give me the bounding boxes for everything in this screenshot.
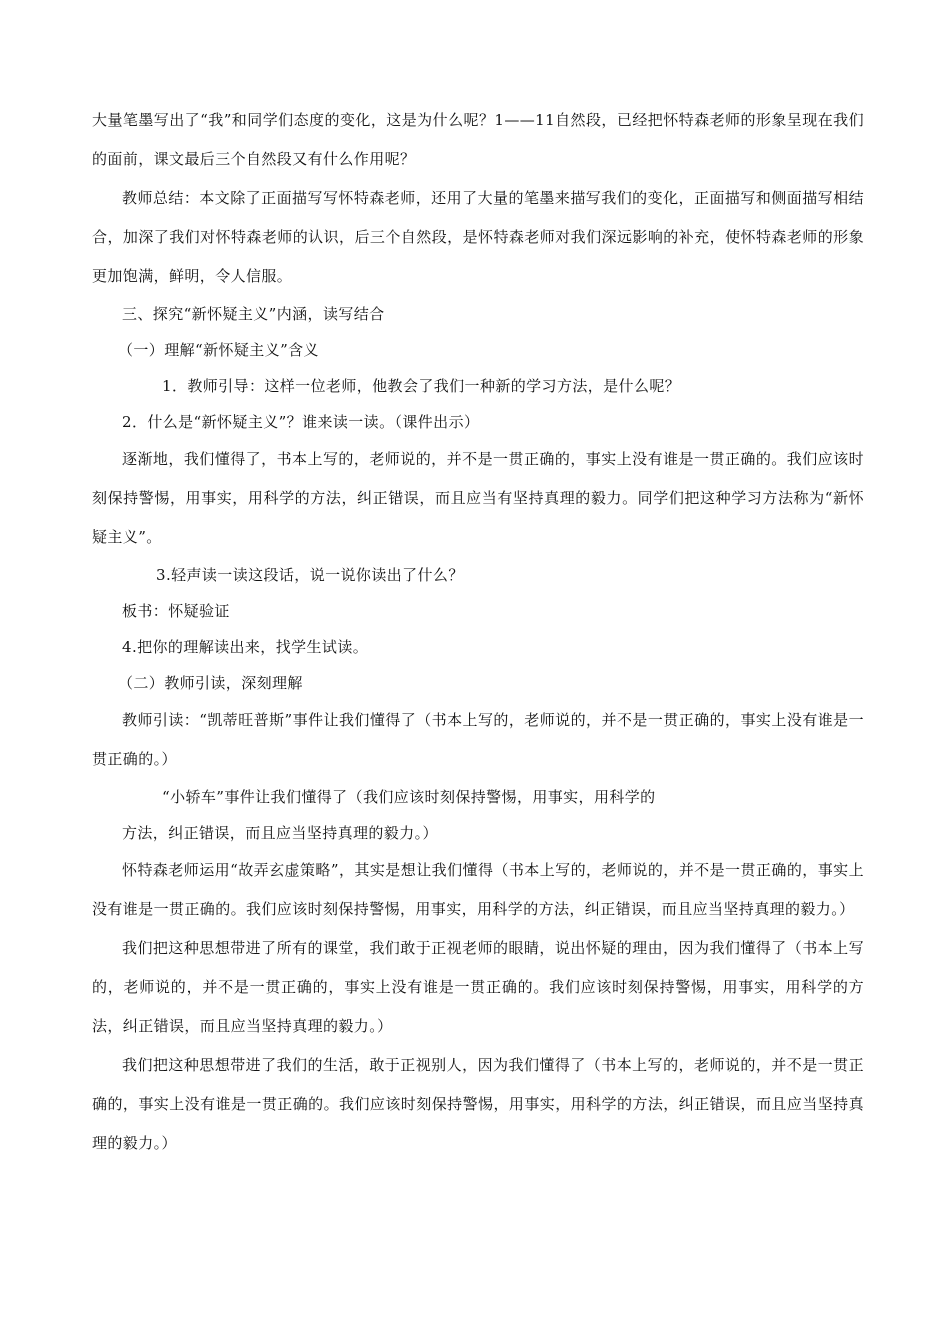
paragraph-car-event-continued: 方法，纠正错误，而且应当坚持真理的毅力。）	[122, 824, 438, 842]
section-heading-3: 三、探究“新怀疑主义”内涵，读写结合	[122, 305, 385, 323]
paragraph-car-event: “小轿车”事件让我们懂得了（我们应该时刻保持警惕，用事实，用科学的	[162, 788, 656, 806]
paragraph-guided-reading: 教师引读：“凯蒂旺普斯”事件让我们懂得了（书本上写的，老师说的，并不是一贯正确的，事实上没有谁是一贯正确的。）	[92, 711, 864, 768]
paragraph-life: 我们把这种思想带进了我们的生活，敢于正视别人，因为我们懂得了（书本上写的，老师说的，并不是一贯正确的，事实上没有谁是一贯正确的。我们应该时刻保持警惕，用事实，用科学的方法，纠正错误，而且应当坚持真理的毅力。）	[92, 1056, 864, 1152]
paragraph-new-skepticism: 逐渐地，我们懂得了，书本上写的，老师说的，并不是一贯正确的，事实上没有谁是一贯正确的。我们应该时刻保持警惕，用事实，用科学的方法，纠正错误，而且应当有坚持真理的毅力。同学们把这种学习方法称为“新怀疑主义”。	[92, 450, 864, 546]
board-writing: 板书：怀疑验证	[122, 602, 230, 620]
paragraph-classroom: 我们把这种思想带进了所有的课堂，我们敢于正视老师的眼睛，说出怀疑的理由，因为我们懂得了（书本上写的，老师说的，并不是一贯正确的，事实上没有谁是一贯正确的。我们应该时刻保持警惕，用事实，用科学的方法，纠正错误，而且应当坚持真理的毅力。）	[92, 939, 864, 1035]
list-item-2: 2．什么是“新怀疑主义”？谁来读一读。（课件出示）	[122, 413, 480, 431]
paragraph-mystery-strategy: 怀特森老师运用“故弄玄虚策略”，其实是想让我们懂得（书本上写的，老师说的，并不是一贯正确的，事实上没有谁是一贯正确的。我们应该时刻保持警惕，用事实，用科学的方法，纠正错误，而且应当坚持真理的毅力。）	[92, 861, 864, 918]
list-item-1: 1．教师引导：这样一位老师，他教会了我们一种新的学习方法，是什么呢？	[162, 377, 681, 395]
paragraph-continuation: 大量笔墨写出了“我”和同学们态度的变化，这是为什么呢？1——11自然段，已经把怀特森老师的形象呈现在我们的面前，课文最后三个自然段又有什么作用呢？	[92, 111, 864, 168]
list-item-4: 4.把你的理解读出来，找学生试读。	[122, 638, 369, 656]
subsection-heading-1: （一）理解“新怀疑主义”含义	[118, 341, 319, 359]
subsection-heading-2: （二）教师引读，深刻理解	[118, 674, 303, 692]
paragraph-teacher-summary: 教师总结：本文除了正面描写写怀特森老师，还用了大量的笔墨来描写我们的变化，正面描写和侧面描写相结合，加深了我们对怀特森老师的认识，后三个自然段，是怀特森老师对我们深远影响的补充，使怀特森老师的形象更加饱满，鲜明，令人信服。	[92, 189, 864, 285]
list-item-3: 3.轻声读一读这段话，说一说你读出了什么？	[156, 566, 464, 584]
